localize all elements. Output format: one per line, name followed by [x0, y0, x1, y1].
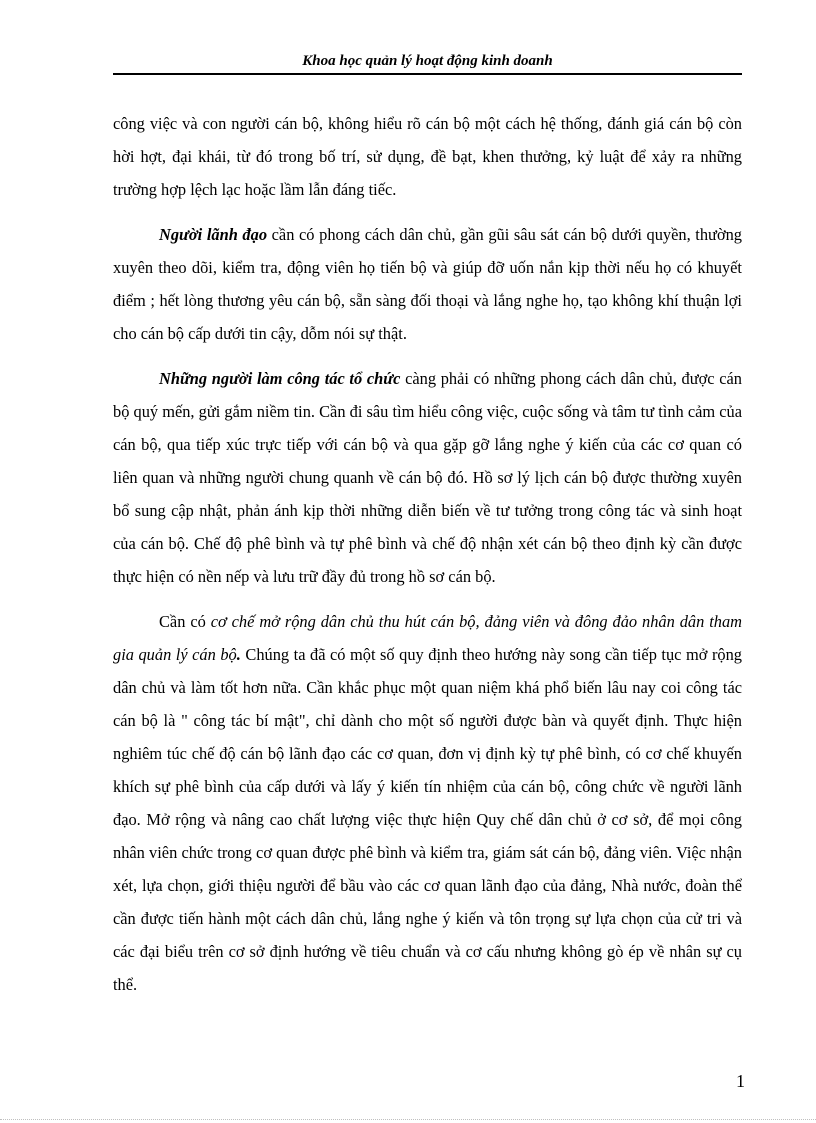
running-header — [113, 51, 742, 75]
paragraph-1 — [113, 107, 742, 206]
paragraph-4-prefix: Cần có — [159, 612, 211, 631]
paragraph-3 — [113, 362, 742, 593]
paragraph-2-lead: Người lãnh đạo — [159, 225, 268, 244]
page-number: 1 — [736, 1071, 745, 1091]
paragraph-3-lead: Những người làm công tác tổ chức — [159, 369, 401, 388]
paragraph-2 — [113, 218, 742, 350]
page-bottom-divider — [0, 1119, 816, 1120]
paragraph-2-text: cần có phong cách dân chủ, gần gũi sâu sát cán bộ dưới quyền, thường xuyên theo dõi, kiểm tra, động viên họ tiến bộ và giúp đỡ uốn nắn kịp thời nếu họ có khuyết điểm ; hết lòng thương yêu cán bộ, sẵn sàng đối thoại và lắng nghe họ, tạo không khí thuận lợi cho cán bộ cấp dưới tin cậy, dỗm nói sự thật. — [113, 225, 742, 343]
paragraph-1-text: công việc và con người cán bộ, không hiểu rõ cán bộ một cách hệ thống, đánh giá cán bộ còn hời hợt, đại khái, từ đó trong bố trí, sử dụng, đề bạt, khen thưởng, kỷ luật để xảy ra những trường hợp lệch lạc hoặc lầm lẫn đáng tiếc. — [113, 114, 742, 199]
paragraph-4 — [113, 605, 742, 1001]
paragraph-4-period: . — [236, 645, 241, 664]
paragraph-4-emphasis: cơ chế mở rộng dân chủ thu hút cán bộ, đảng viên và đông đảo nhân dân tham gia quản lý cán bộ — [113, 612, 742, 664]
header-title: Khoa học quản lý hoạt động kinh doanh — [302, 53, 553, 69]
paragraph-4-text: Chúng ta đã có một số quy định theo hướng này song cần tiếp tục mở rộng dân chủ và làm tốt hơn nữa. Cần khắc phục một quan niệm khá phổ biến lâu nay coi công tác cán bộ là " công tác bí mật", chỉ dành cho một số người được bàn và quyết định. Thực hiện nghiêm túc chế độ cán bộ lãnh đạo các cơ quan, đơn vị định kỳ tự phê bình, có cơ chế khuyến khích sự phê bình của cấp dưới và lấy ý kiến tín nhiệm của cán bộ, công chức về người lãnh đạo. Mở rộng và nâng cao chất lượng việc thực hiện Quy chế dân chủ ở cơ sở, để mọi công nhân viên chức trong cơ quan được phê bình và kiểm tra, giám sát cán bộ, đảng viên. Việc nhận xét, lựa chọn, giới thiệu người để bầu vào các cơ quan lãnh đạo của đảng, Nhà nước, đoàn thể cần được tiến hành một cách dân chủ, lắng nghe ý kiến và tôn trọng sự lựa chọn của cử tri và các đại biểu trên cơ sở định hướng về tiêu chuẩn và cơ cấu nhưng không gò ép về nhân sự cụ thể. — [113, 645, 742, 994]
paragraph-3-text: càng phải có những phong cách dân chủ, được cán bộ quý mến, gửi gắm niềm tin. Cần đi sâu tìm hiểu công việc, cuộc sống và tâm tư tình cảm của cán bộ, qua tiếp xúc trực tiếp với cán bộ và qua gặp gỡ lắng nghe ý kiến của các cơ quan có liên quan và những người chung quanh về cán bộ đó. Hồ sơ lý lịch cán bộ được thường xuyên bổ sung cập nhật, phản ánh kịp thời những diễn biến về tư tưởng trong công tác và sinh hoạt của cán bộ. Chế độ phê bình và tự phê bình và chế độ nhận xét cán bộ theo định kỳ cần được thực hiện có nền nếp và lưu trữ đầy đủ trong hồ sơ cán bộ. — [113, 369, 742, 586]
document-body — [113, 107, 742, 1013]
